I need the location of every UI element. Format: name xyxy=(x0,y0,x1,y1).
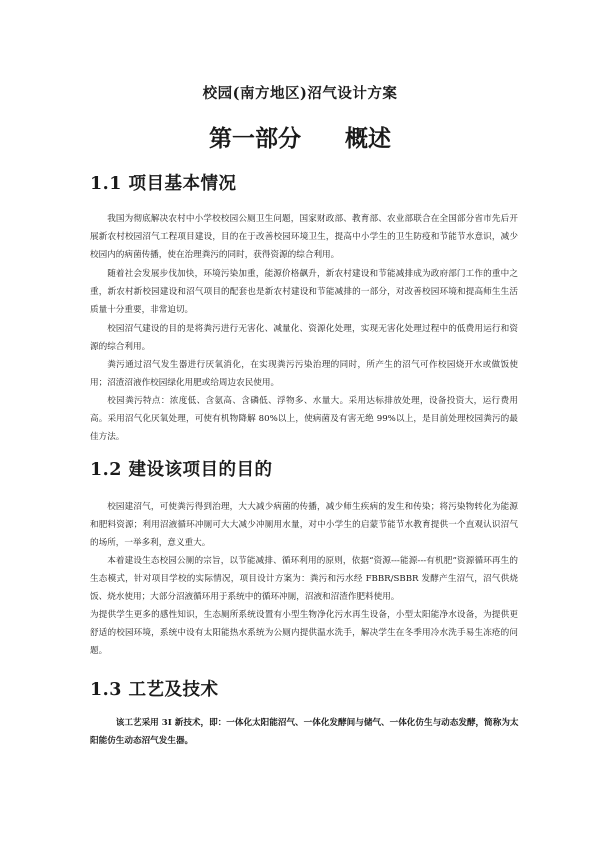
paragraph: 本着建设生态校园公厕的宗旨，以节能减排、循环利用的原则，依据“资源---能源---有机肥”资源循环再生的生态模式，针对项目学校的实际情况，项目设计方案为：粪污和污水经 FBBR/SBBR 发酵产生沼气，沼气供烧饭、烧水使用；大部分沼液循环用于系统中的循环冲厕，沼液和沼渣作肥料使用。 xyxy=(90,556,518,603)
paragraph: 我国为彻底解决农村中小学校校园公厕卫生问题，国家财政部、教育部、农业部联合在全国部分省市先后开展新农村校园沼气工程项目建设，目的在于改善校园环境卫生，提高中小学生的卫生防疫和节能节水意识，减少校园内的病菌传播，使在治理粪污的同时，获得资源的综合利用。 xyxy=(90,214,518,261)
document-title: 校园(南方地区)沼气设计方案 xyxy=(202,85,398,102)
section-heading: 1.3 工艺及技术 xyxy=(90,680,219,700)
part-name: 概述 xyxy=(345,125,391,152)
paragraph: 随着社会发展步伐加快，环境污染加重，能源价格飙升，新农村建设和节能减排成为政府部门工作的重中之重，新农村新校园建设和沼气项目的配套也是新农村建设和节能减排的一部分，对改善校园环境和提高师生生活质量十分重要，非常迫切。 xyxy=(90,269,518,316)
paragraph: 校园建沼气，可使粪污得到治理，大大减少病菌的传播，减少师生疾病的发生和传染；将污染物转化为能源和肥料资源；利用沼液循环冲厕可大大减少冲厕用水量，对中小学生的启蒙节能节水教育提供一个直观认识沼气的场所，一举多利，意义重大。 xyxy=(90,502,518,549)
paragraph: 粪污通过沼气发生器进行厌氧消化，在实现粪污污染治理的同时，所产生的沼气可作校园烧开水或做饭使用；沼渣沼液作校园绿化用肥或给周边农民使用。 xyxy=(90,360,518,389)
section-heading: 1.2 建设该项目的目的 xyxy=(90,460,273,480)
paragraph: 该工艺采用 3I 新技术，即：一体化太阳能沼气、一体化发酵间与储气、一体化仿生与动态发酵，简称为太阳能仿生动态沼气发生器。 xyxy=(90,718,519,746)
paragraph: 校园粪污特点：浓度低、含氨高、含磷低、浮物多、水量大。采用达标排放处理，设备投资大，运行费用高。采用沼气化厌氧处理，可使有机物降解 80%以上，使病菌及有害无绝 99%以上，是目前处理校园粪污的最佳方法。 xyxy=(90,396,518,443)
paragraph: 校园沼气建设的目的是将粪污进行无害化、减量化、资源化处理，实现无害化处理过程中的低费用运行和资源的综合利用。 xyxy=(90,324,518,353)
part-title xyxy=(0,120,600,153)
paragraph: 为提供学生更多的感性知识，生态厕所系统设置有小型生物净化污水再生设备，小型太阳能净水设备，为提供更舒适的校园环境，系统中设有太阳能热水系统为公厕内提供温水洗手，解决学生在冬季用冷水洗手易生冻疮的问题。 xyxy=(90,610,518,657)
section-heading: 1.1 项目基本情况 xyxy=(90,174,237,194)
part-number: 第一部分 xyxy=(209,125,301,152)
